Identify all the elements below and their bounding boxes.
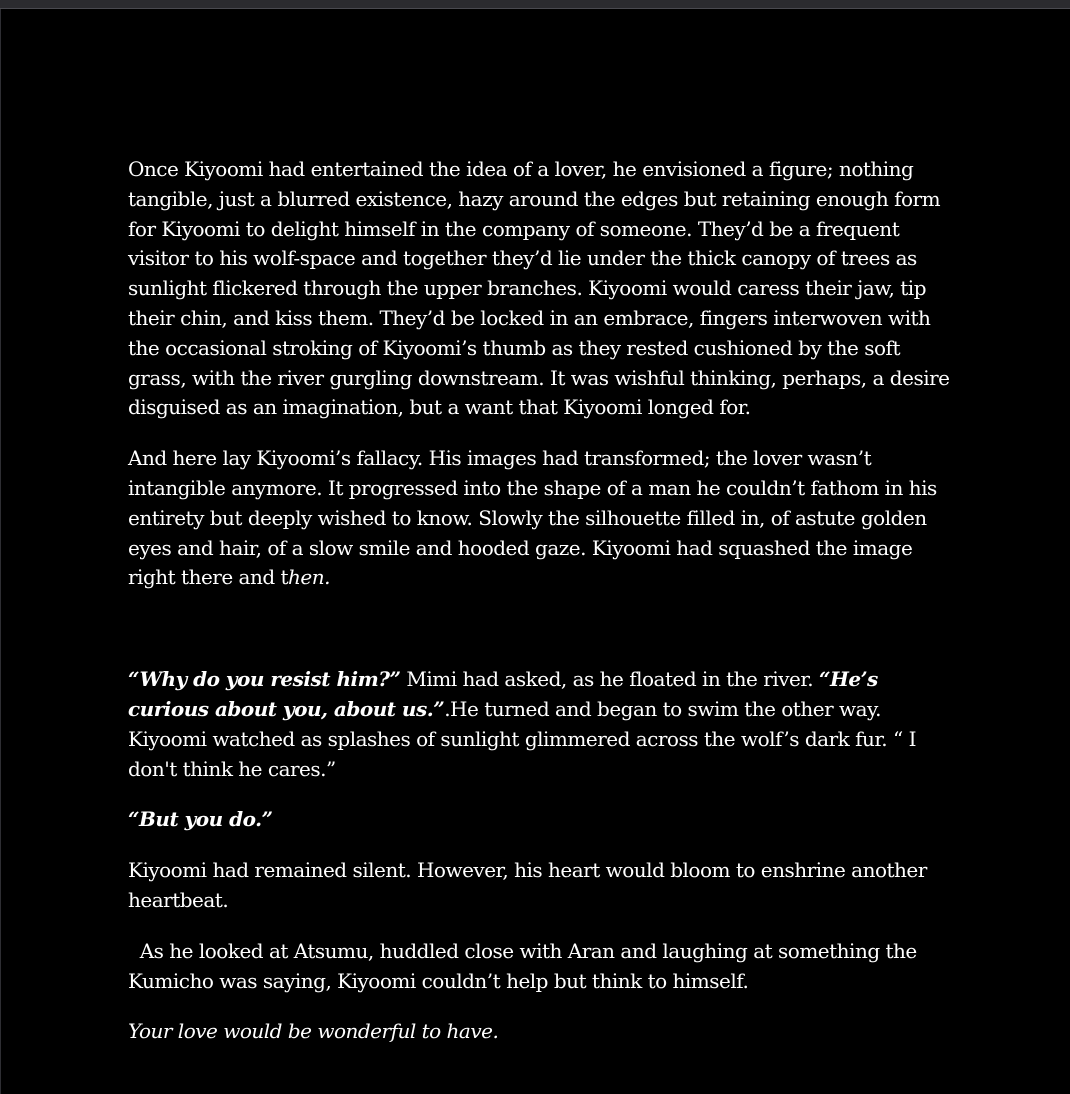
paragraph-7 bbox=[128, 1017, 958, 1047]
paragraph-6: As he looked at Atsumu, huddled close with Aran and laughing at something the Kumicho was saying, Kiyoomi couldn’t help but think to himself. bbox=[128, 938, 923, 993]
paragraph-1: Once Kiyoomi had entertained the idea of a lover, he envisioned a figure; nothing tangible, just a blurred existence, hazy around the edges but retaining enough form for Kiyoomi to delight himself in the company of someone. They’d be a frequent visitor to his wolf-space and together they’d lie under the thick canopy of trees as sunlight flickered through the upper branches. Kiyoomi would caress their jaw, tip their chin, and kiss them. They’d be locked in an embrace, fingers interwoven with the occasional stroking of Kiyoomi’s thumb as they rested cushioned by the soft grass, with the river gurgling downstream. It was wishful thinking, perhaps, a desire disguised as an imagination, but a want that Kiyoomi longed for. bbox=[128, 157, 950, 420]
quote-curious: “He’s curious about you, about us.” bbox=[128, 667, 878, 721]
paragraph-2-text: And here lay Kiyoomi’s fallacy. His images had transformed; the lover wasn’t intangible anymore. It progressed into the shape of a man he couldn’t fathom in his entirety but deeply wished to know. Slowly the silhouette filled in, of astute golden eyes and hair, of a slow smile and hooded gaze. Kiyoomi had squashed the image right there and t bbox=[128, 446, 937, 590]
story-text bbox=[128, 155, 958, 1068]
paragraph-2-italic: hen. bbox=[288, 565, 331, 590]
quote-but-you-do: “But you do.” bbox=[128, 807, 273, 832]
paragraph-2 bbox=[128, 444, 958, 593]
paragraph-5: Kiyoomi had remained silent. However, his heart would bloom to enshrine another heartbeat. bbox=[128, 858, 927, 912]
reading-page bbox=[0, 9, 1070, 1094]
closing-line: Your love would be wonderful to have. bbox=[128, 1019, 499, 1044]
scene-break bbox=[128, 614, 958, 665]
window-top-bar bbox=[0, 0, 1070, 9]
quote-why-resist: “Why do you resist him?” bbox=[128, 667, 401, 692]
paragraph-3-text-2: .He turned and began to swim the other way. Kiyoomi watched as splashes of sunlight glimmered across the wolf’s dark fur. “ I don't think he cares.” bbox=[128, 696, 916, 781]
paragraph-3-text-1: Mimi had asked, as he floated in the river. bbox=[400, 667, 819, 692]
paragraph-3 bbox=[128, 665, 958, 784]
paragraph-4 bbox=[128, 805, 958, 835]
